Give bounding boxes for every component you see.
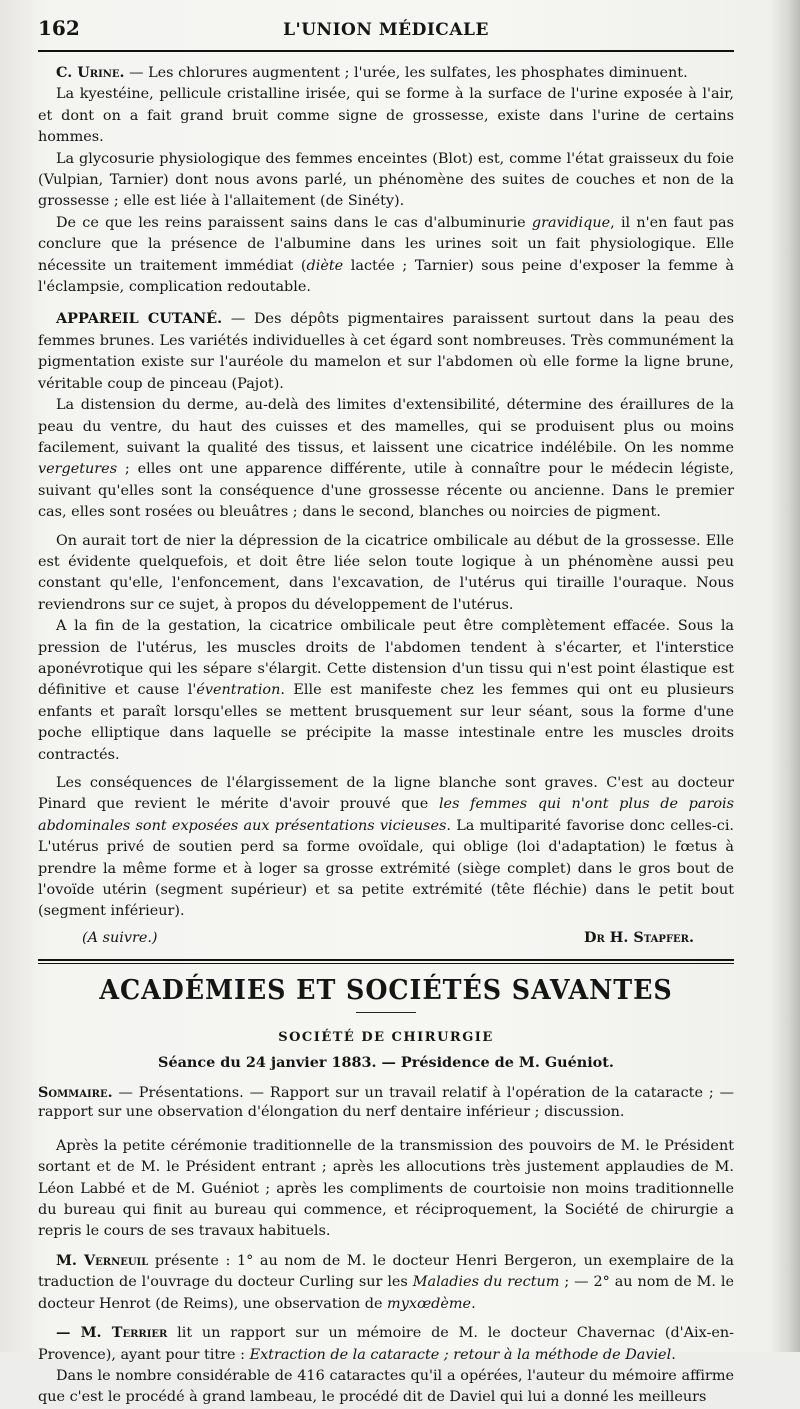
report-body (38, 1136, 734, 1409)
paragraph-cicatrice: On aurait tort de nier la dépression de la cicatrice ombilicale au début de la grossesse. Elle est évidente quelquefois, et doit être liée selon toute logique à un phénomène aussi peu constant qu'elle, l'enfoncement, dans l'excavation, de l'utérus qui tiraille l'ouraque. Nous reviendrons sur ce sujet, à propos du développement de l'utérus. (38, 532, 734, 613)
paragraph-terrier: — M. Terrier lit un rapport sur un mémoire de M. le docteur Chavernac (d'Aix-en-Provence), ayant pour titre : Extraction de la cataracte ; retour à la méthode de Daviel. (38, 1324, 734, 1363)
name-verneuil: M. Verneuil (56, 1251, 149, 1269)
paragraph-albuminurie: De ce que les reins paraissent sains dans le cas d'albuminurie gravidique, il n'en faut pas conclure que la présence de l'albumine dans les urines soit un fait physiologique. Elle nécessite un traitement immédiat (diète lactée ; Tarnier) sous peine d'exposer la femme à l'éclampsie, complication redoutable. (38, 214, 734, 296)
page-spine-shadow (770, 0, 800, 1352)
label-urine: C. Urine. (56, 64, 125, 81)
journal-title: L'UNION MÉDICALE (283, 20, 489, 40)
section-divider (38, 959, 734, 964)
society-name: SOCIÉTÉ DE CHIRURGIE (278, 1029, 494, 1045)
label-appareil-cutane: APPAREIL CUTANÉ. (56, 310, 223, 328)
summary-label: Sommaire. (38, 1083, 113, 1101)
header-rule (38, 50, 734, 52)
running-head (38, 16, 734, 46)
paragraph-urine: C. Urine. — Les chlorures augmentent ; l'urée, les sulfates, les phosphates diminuent. (56, 64, 688, 81)
page-number: 162 (38, 16, 80, 40)
section-title-rule (356, 1012, 416, 1013)
paragraph-ceremonie: Après la petite cérémonie traditionnelle de la transmission des pouvoirs de M. le Président sortant et de M. le Président entrant ; après les allocutions très justement applaudies de M. Léon Labbé et de M. Guéniot ; après les compliments de courtoisie non moins traditionnelle du bureau qui finit au bureau qui commence, et réciproquement, la Société de chirurgie a repris le cours de ses travaux habituels. (38, 1137, 734, 1240)
article-body (38, 62, 734, 923)
name-terrier: — M. Terrier (56, 1324, 168, 1342)
session-summary: Sommaire. — Présentations. — Rapport sur un travail relatif à l'opération de la cataracte ; — rapport sur une observation d'élongation du nerf dentaire inférieur ; discussion. (38, 1083, 734, 1120)
paragraph-appareil-cutane: APPAREIL CUTANÉ. — Des dépôts pigmentaires paraissent surtout dans la peau des femmes brunes. Les variétés individuelles à cet égard sont nombreuses. Très communément la pigmentation existe sur l'auréole du mamelon et sur l'abdomen où elle forme la ligne brune, véritable coup de pinceau (Pajot). (38, 310, 734, 392)
paragraph-distension: La distension du derme, au-delà des limites d'extensibilité, détermine des éraillures de la peau du ventre, du haut des cuisses et des mamelles, qui se produisent plus ou moins facilement, suivant la qualité des tissus, et laissent une cicatrice indélébile. On les nomme vergetures ; elles ont une apparence différente, utile à connaître pour le médecin légiste, suivant qu'elles sont la conséquence d'une grossesse récente ou ancienne. Dans le premier cas, elles sont rosées ou bleuâtres ; dans le second, blanches ou noircies de pigment. (38, 397, 734, 521)
article-signoff (38, 927, 734, 949)
paragraph-verneuil: M. Verneuil présente : 1° au nom de M. le docteur Henri Bergeron, un exemplaire de la traduction de l'ouvrage du docteur Curling sur les Maladies du rectum ; — 2° au nom de M. le docteur Henrot (de Reims), une observation de myxœdème. (38, 1251, 734, 1312)
author-signature: Dr H. Stapfer. (583, 928, 694, 946)
paragraph-kyesteine: La kyestéine, pellicule cristalline irisée, qui se forme à la surface de l'urine exposée à l'air, et dont on a fait grand bruit comme signe de grossesse, existe dans l'urine de certains hommes. (38, 86, 734, 146)
section-title: ACADÉMIES ET SOCIÉTÉS SAVANTES (99, 974, 673, 1006)
paragraph-cataractes: Dans le nombre considérable de 416 cataractes qu'il a opérées, l'auteur du mémoire affirme que c'est le procédé à grand lambeau, le procédé dit de Daviel qui lui a donné les meilleurs (38, 1367, 734, 1406)
session-line: Séance du 24 janvier 1883. — Présidence de M. Guéniot. (158, 1053, 614, 1071)
paragraph-gestation: A la fin de la gestation, la cicatrice ombilicale peut être complètement effacée. Sous la pression de l'utérus, les muscles droits de l'abdomen tendent à s'écarter, et l'interstice aponévrotique qui les sépare s'élargit. Cette distension d'un tissu qui n'est point élastique est définitive et cause l'éventration. Elle est manifeste chez les femmes qui ont eu plusieurs enfants et paraît lorsqu'elles se mettent brusquement sur leur séant, sous la forme d'une poche elliptique dans laquelle se précipite la masse intestinale entre les muscles droits contractés. (38, 618, 734, 763)
to-be-continued: (A suivre.) (82, 929, 158, 946)
paragraph-consequences: Les conséquences de l'élargissement de la ligne blanche sont graves. C'est au docteur Pinard que revient le mérite d'avoir prouvé que les femmes qui n'ont plus de parois abdominales sont exposées aux présentations vicieuses. La multiparité favorise donc celles-ci. L'utérus privé de soutien perd sa forme ovoïdale, qui oblige (loi d'adaptation) le fœtus à prendre la même forme et à loger sa grosse extrémité (siège complet) dans le gros bout de l'ovoïde utérin (segment supérieur) et sa petite extrémité (tête fléchie) dans le petit bout (segment inférieur). (38, 775, 735, 920)
paragraph-glycosurie: La glycosurie physiologique des femmes enceintes (Blot) est, comme l'état graisseux du foie (Vulpian, Tarnier) dont nous avons parlé, un phénomène des suites de couches et non de la grossesse ; elle est liée à l'allaitement (de Sinéty). (38, 150, 734, 210)
